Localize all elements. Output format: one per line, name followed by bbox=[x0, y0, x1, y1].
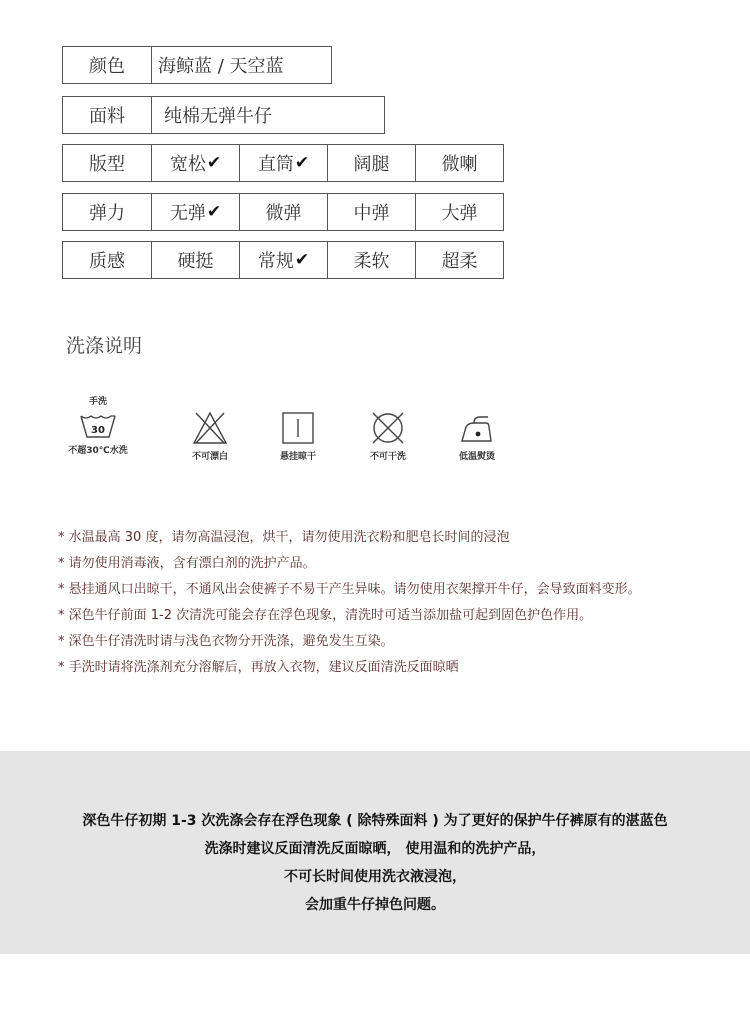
wash-icon-item bbox=[447, 411, 507, 462]
spec-row-color bbox=[62, 46, 332, 84]
low-iron-label: 低温熨烫 bbox=[458, 452, 495, 462]
notice-line: 不可长时间使用洗衣液浸泡， bbox=[284, 869, 466, 885]
stretch-option-medium: 中弹 bbox=[327, 193, 416, 231]
washing-note: * 请勿使用消毒液，含有漂白剂的洗护产品。 bbox=[58, 556, 316, 571]
notice-band bbox=[0, 751, 750, 954]
no-dry-clean-icon bbox=[370, 411, 406, 445]
spec-row-fit bbox=[62, 144, 504, 182]
notice-line: 会加重牛仔掉色问题。 bbox=[305, 897, 445, 913]
spec-label-texture: 质感 bbox=[62, 241, 152, 279]
washing-note: * 深色牛仔前面 1-2 次清洗可能会存在浮色现象，清洗时可适当添加盐可起到固色护色作用。 bbox=[58, 608, 593, 623]
texture-option-extra-soft: 超柔 bbox=[415, 241, 504, 279]
check-icon: ✔ bbox=[206, 153, 222, 173]
stretch-option-slight: 微弹 bbox=[239, 193, 328, 231]
texture-option-regular: 常规 ✔ bbox=[239, 241, 328, 279]
check-icon: ✔ bbox=[294, 250, 310, 270]
spec-row-fabric bbox=[62, 96, 385, 134]
washing-section-title: 洗涤说明 bbox=[66, 335, 143, 357]
spec-row-texture bbox=[62, 241, 504, 279]
fit-option-wide-leg: 阔腿 bbox=[327, 144, 416, 182]
low-iron-icon bbox=[458, 411, 496, 445]
spec-label-fabric: 面料 bbox=[62, 96, 152, 134]
stretch-option-high: 大弹 bbox=[415, 193, 504, 231]
hand-wash-top-label: 手洗 bbox=[88, 397, 107, 407]
wash-icon-item bbox=[62, 394, 134, 456]
notice-line: 深色牛仔初期 1-3 次洗涤会存在浮色现象 ( 除特殊面料 ) 为了更好的保护牛仔裤原有的湛蓝色 bbox=[82, 813, 668, 829]
stretch-option-none: 无弹 ✔ bbox=[151, 193, 240, 231]
fit-option-loose: 宽松 ✔ bbox=[151, 144, 240, 182]
washing-note: * 手洗时请将洗涤剂充分溶解后，再放入衣物，建议反面清洗反面晾晒 bbox=[58, 660, 459, 675]
washing-note: * 水温最高 30 度，请勿高温浸泡，烘干，请勿使用洗衣粉和肥皂长时间的浸泡 bbox=[58, 530, 510, 545]
washing-notes bbox=[58, 525, 641, 681]
wash-icon-item bbox=[358, 411, 418, 462]
no-bleach-label: 不可漂白 bbox=[191, 452, 228, 462]
spec-label-color: 颜色 bbox=[62, 46, 152, 84]
washing-note: * 悬挂通风口出晾干，不通风出会使裤子不易干产生异味。请勿使用衣架撑开牛仔，会导致面料变形。 bbox=[58, 582, 641, 597]
texture-option-stiff: 硬挺 bbox=[151, 241, 240, 279]
hand-wash-label: 不超30℃水洗 bbox=[68, 446, 128, 456]
notice-line: 洗涤时建议反面清洗反面晾晒， 使用温和的洗护产品， bbox=[204, 841, 546, 857]
spec-label-stretch: 弹力 bbox=[62, 193, 152, 231]
check-icon: ✔ bbox=[206, 202, 222, 222]
check-icon: ✔ bbox=[294, 153, 310, 173]
fit-option-flare: 微喇 bbox=[415, 144, 504, 182]
no-dry-clean-label: 不可干洗 bbox=[369, 452, 406, 462]
wash-temp-label: 30 bbox=[91, 425, 105, 436]
spec-value-fabric: 纯棉无弹牛仔 bbox=[151, 96, 385, 134]
wash-icon-item bbox=[268, 411, 328, 462]
hang-dry-label: 悬挂晾干 bbox=[279, 452, 316, 462]
wash-icon-item bbox=[180, 411, 240, 462]
hand-wash-30-icon bbox=[79, 413, 117, 439]
spec-label-fit: 版型 bbox=[62, 144, 152, 182]
texture-option-soft: 柔软 bbox=[327, 241, 416, 279]
fit-option-straight: 直筒 ✔ bbox=[239, 144, 328, 182]
washing-note: * 深色牛仔清洗时请与浅色衣物分开洗涤，避免发生互染。 bbox=[58, 634, 394, 649]
spec-row-stretch bbox=[62, 193, 504, 231]
hang-dry-icon bbox=[281, 411, 315, 445]
spec-value-color: 海鲸蓝 / 天空蓝 bbox=[151, 46, 332, 84]
no-bleach-icon bbox=[192, 411, 228, 445]
